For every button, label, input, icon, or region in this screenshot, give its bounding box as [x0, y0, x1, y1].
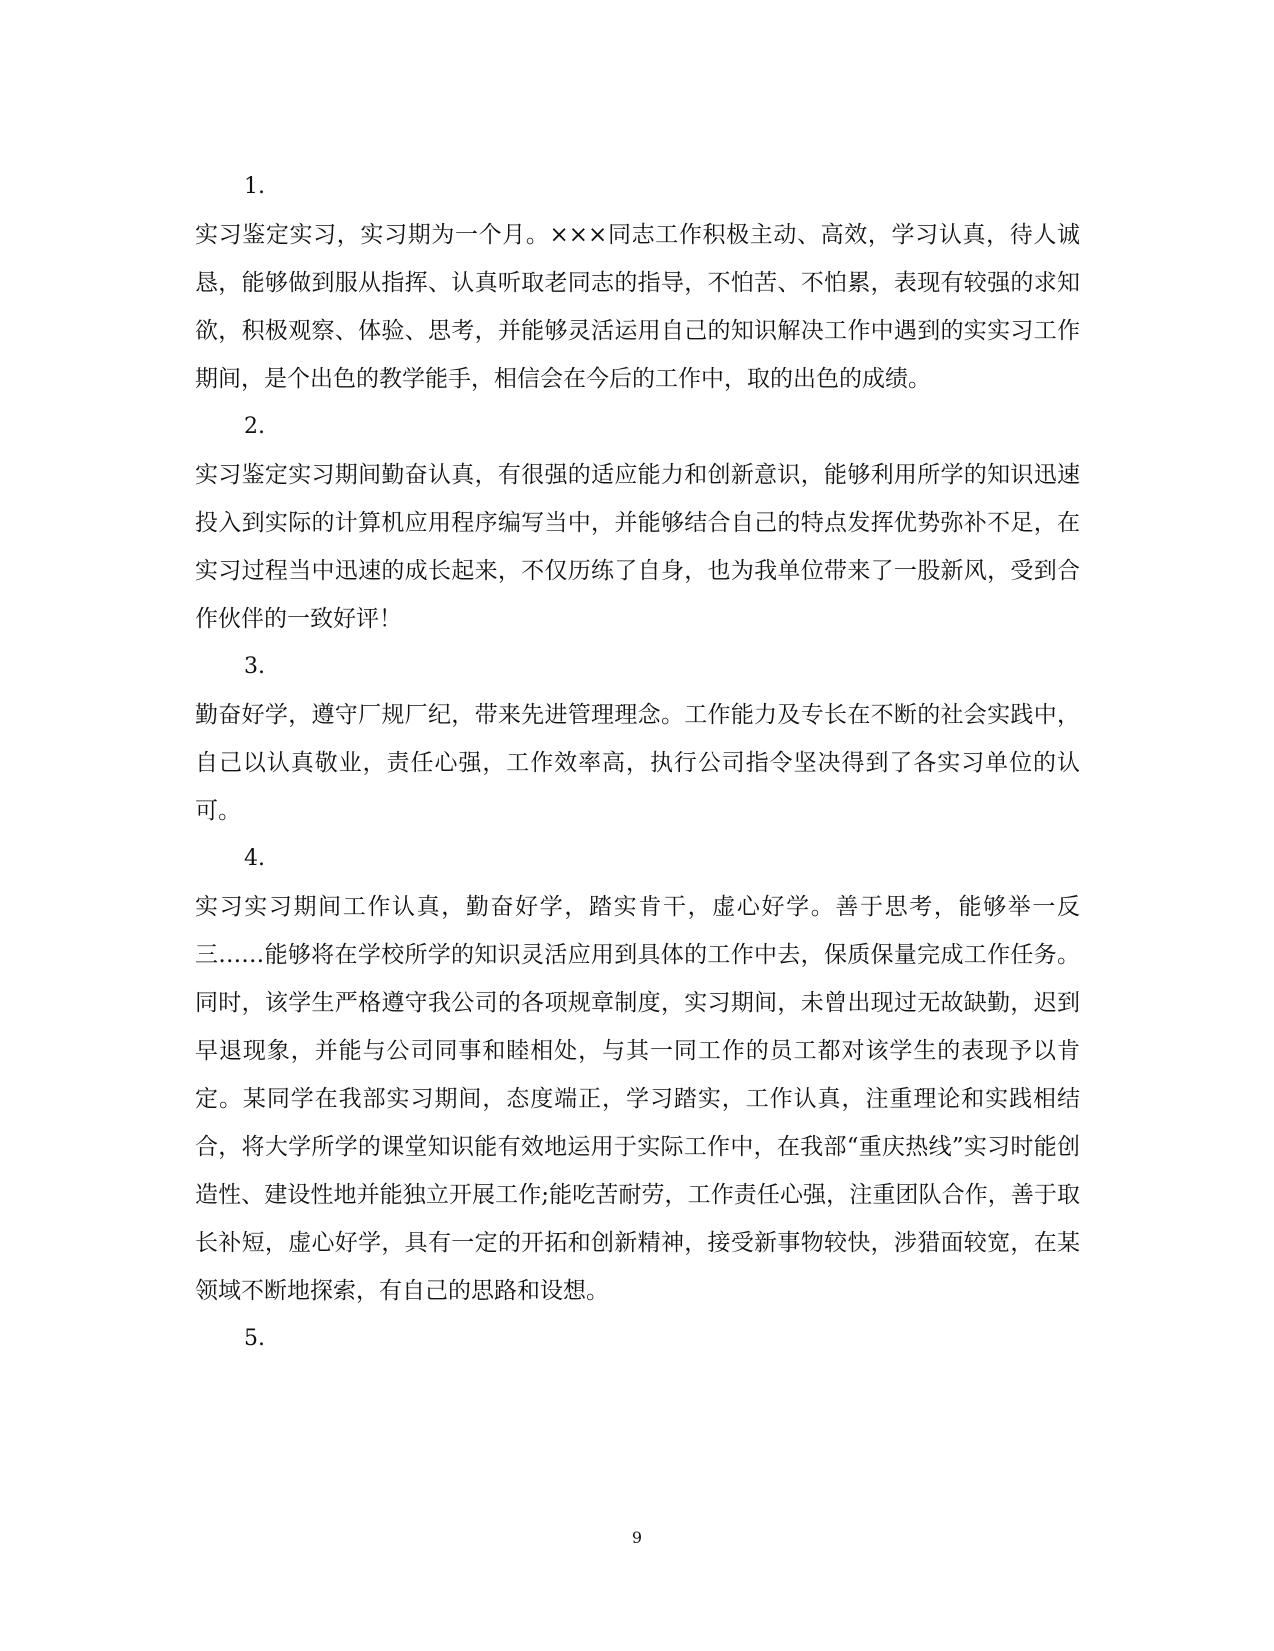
- item-text-3: 勤奋好学，遵守厂规厂纪，带来先进管理理念。工作能力及专长在不断的社会实践中，自己以认真敬业，责任心强，工作效率高，执行公司指令坚决得到了各实习单位的认可。: [195, 702, 1080, 824]
- item-number-5: 5.: [244, 1326, 265, 1351]
- item-text-1: 实习鉴定实习，实习期为一个月。×××同志工作积极主动、高效，学习认真，待人诚恳，能够做到服从指挥、认真听取老同志的指导，不怕苦、不怕累，表现有较强的求知欲，积极观察、体验、思考，并能够灵活运用自己的知识解决工作中遇到的实实习工作期间，是个出色的教学能手，相信会在今后的工作中，取的出色的成绩。: [195, 222, 1080, 392]
- item-text-4: 实习实习期间工作认真，勤奋好学，踏实肯干，虚心好学。善于思考，能够举一反三……能够将在学校所学的知识灵活应用到具体的工作中去，保质保量完成工作任务。同时，该学生严格遵守我公司的各项规章制度，实习期间，未曾出现过无故缺勤，迟到早退现象，并能与公司同事和睦相处，与其一同工作的员工都对该学生的表现予以肯定。某同学在我部实习期间，态度端正，学习踏实，工作认真，注重理论和实践相结合，将大学所学的课堂知识能有效地运用于实际工作中，在我部“重庆热线”实习时能创造性、建设性地并能独立开展工作;能吃苦耐劳，工作责任心强，注重团队合作，善于取长补短，虚心好学，具有一定的开拓和创新精神，接受新事物较快，涉猎面较宽，在某领域不断地探索，有自己的思路和设想。: [195, 894, 1080, 1304]
- item-number-1: 1.: [244, 174, 265, 199]
- item-number-4: 4.: [244, 846, 265, 871]
- document-body: [195, 163, 1080, 1363]
- page-number: 9: [631, 1528, 643, 1547]
- item-number-2: 2.: [244, 414, 265, 439]
- item-text-2: 实习鉴定实习期间勤奋认真，有很强的适应能力和创新意识，能够利用所学的知识迅速投入到实际的计算机应用程序编写当中，并能够结合自己的特点发挥优势弥补不足，在实习过程当中迅速的成长起来，不仅历练了自身，也为我单位带来了一股新风，受到合作伙伴的一致好评！: [195, 462, 1080, 632]
- item-number-3: 3.: [244, 654, 265, 679]
